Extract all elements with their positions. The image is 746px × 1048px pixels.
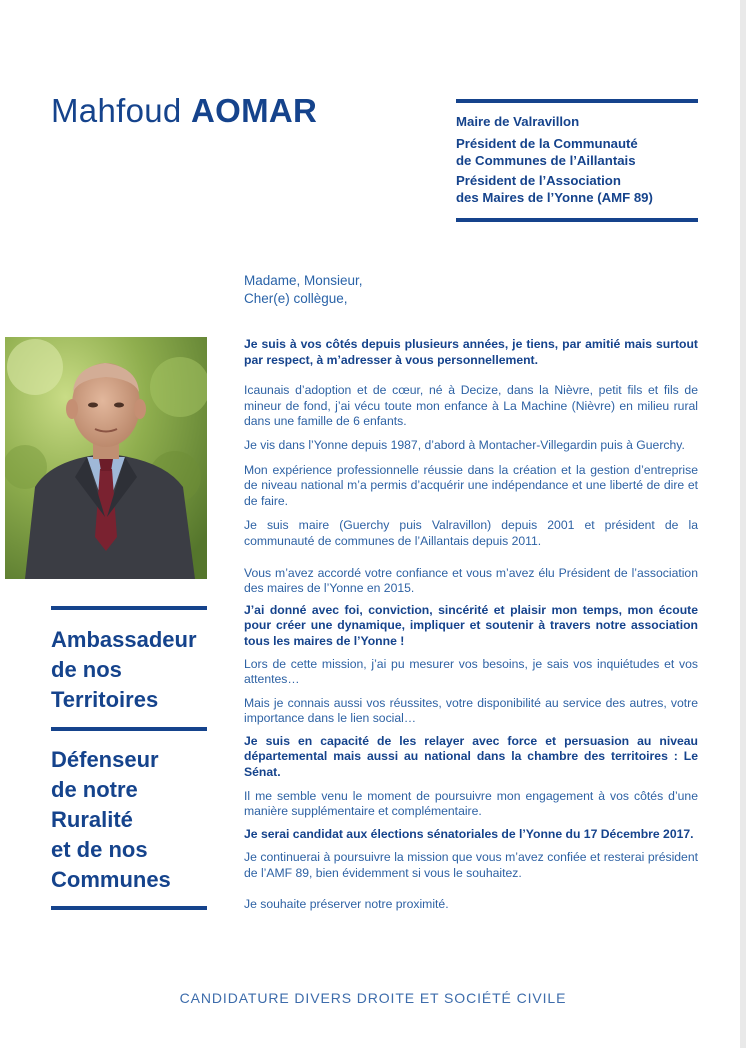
letter-paragraph: Icaunais d’adoption et de cœur, né à Decize, dans la Nièvre, petit fils et fils de mineur de fond, j’ai vécu toute mon enfance à La Machine (Nièvre) en milieu rural dans une famille de 6 enfants. [244,383,698,429]
letter-paragraph: Je serai candidat aux élections sénatoriales de l’Yonne du 17 Décembre 2017. [244,826,694,841]
letter-paragraph: Je suis maire (Guerchy puis Valravillon) depuis 2001 et président de la communauté de communes de l’Aillantais depuis 2011. [244,518,698,548]
slogan-line: Ambassadeur [51,627,197,652]
slogan-top-rule [51,606,207,610]
last-name: AOMAR [191,92,318,129]
slogan-bottom-rule [51,906,207,910]
greeting-line: Cher(e) collègue, [244,291,348,306]
slogan-line: Communes [51,867,171,892]
title-line: Maire de Valravillon [456,114,580,129]
slogan-line: Défenseur [51,747,159,772]
candidate-portrait [5,337,207,579]
letter-paragraph: Il me semble venu le moment de poursuivre mon engagement à vos côtés d’une manière supplémentaire et complémentaire. [244,788,698,819]
letter-paragraph: Je vis dans l’Yonne depuis 1987, d’abord à Montacher-Villegardin puis à Guerchy. [244,437,685,452]
letter-paragraph: Je continuerai à poursuivre la mission que vous m’avez confiée et resterai président de l’AMF 89, bien évidemment si vous le souhaitez. [244,850,698,881]
slogan-line: Territoires [51,687,159,712]
page-edge [740,0,746,1048]
letter-paragraph: Lors de cette mission, j’ai pu mesurer vos besoins, je sais vos inquiétudes et vos attentes… [244,656,698,687]
letter-paragraph: Mon expérience professionnelle réussie dans la création et la gestion d’entreprise de niveau national m’a permis d’acquérir une indépendance et une liberté de dire et de faire. [244,462,698,508]
title-line: Président de l’Association [456,172,621,188]
first-name: Mahfoud [51,92,182,129]
letter-paragraph: J’ai donné avec foi, conviction, sincérité et plaisir mon temps, mon écoute pour créer une dynamique, impliquer et soutenir à travers notre association tous les maires de l’Yonne ! [244,602,698,648]
letter-paragraph: Vous m’avez accordé votre confiance et vous m’avez élu Président de l’association des maires de l’Yonne en 2015. [244,565,698,596]
slogan-line: de notre [51,777,138,802]
title-line: des Maires de l’Yonne (AMF 89) [456,190,653,205]
letter-paragraph: Je suis en capacité de les relayer avec force et persuasion au niveau départemental mais aussi au national dans la chambre des territoires : Le Sénat. [244,733,698,780]
slogan-middle-rule [51,727,207,731]
slogan-defenseur [51,745,171,895]
letter-paragraph: Je suis à vos côtés depuis plusieurs années, je tiens, par amitié mais surtout par respect, à m’adresser à vous personnellement. [244,337,698,367]
titles-bottom-rule [456,218,698,222]
greeting [244,272,363,308]
slogan-ambassadeur [51,625,197,715]
candidacy-footer: CANDIDATURE DIVERS DROITE ET SOCIÉTÉ CIVILE [179,990,567,1006]
slogan-line: Ruralité [51,807,133,832]
titles-top-rule [456,99,698,103]
slogan-line: et de nos [51,837,148,862]
candidate-name [51,92,317,130]
titles-block [456,113,706,207]
letter-paragraph: Mais je connais aussi vos réussites, votre disponibilité au service des autres, votre importance dans le lien social… [244,695,698,726]
title-line: de Communes de l’Aillantais [456,153,636,168]
slogan-line: de nos [51,657,122,682]
letter-paragraph: Je souhaite préserver notre proximité. [244,896,449,911]
title-line: Président de la Communauté [456,135,638,151]
letter-body [244,337,698,912]
greeting-line: Madame, Monsieur, [244,273,363,288]
